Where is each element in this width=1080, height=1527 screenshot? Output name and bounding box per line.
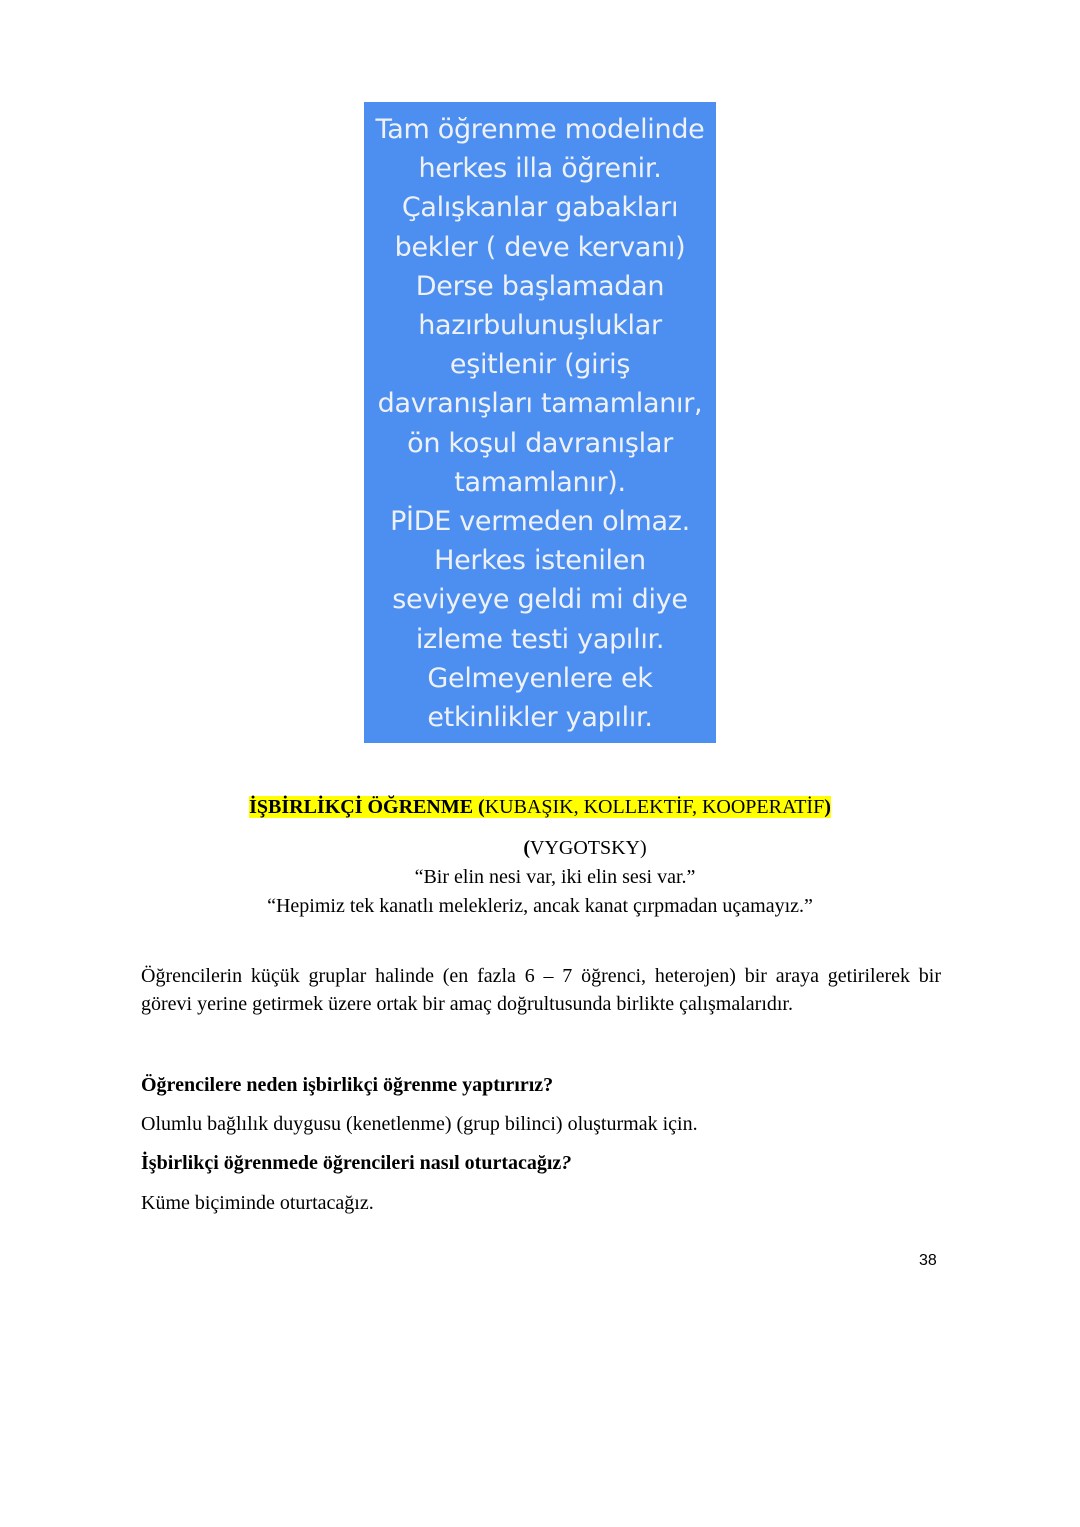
box-line: etkinlikler yapılır. bbox=[427, 702, 653, 734]
box-line: ön koşul davranışlar bbox=[407, 427, 673, 459]
section-title bbox=[0, 796, 1080, 819]
author-open: ( bbox=[523, 837, 530, 859]
author-line bbox=[0, 837, 1080, 860]
box-line: Çalışkanlar gabakları bbox=[401, 192, 679, 224]
quote-1: “Bir elin nesi var, iki elin sesi var.” bbox=[414, 866, 696, 888]
box-line: hazırbulunuşluklar bbox=[418, 310, 662, 342]
question-2-mark: ? bbox=[561, 1152, 572, 1174]
box-line: Derse başlamadan bbox=[415, 270, 665, 302]
box-line: Tam öğrenme modelinde bbox=[375, 114, 705, 145]
box-line: herkes illa öğrenir. bbox=[418, 153, 662, 185]
answer-2: Küme biçiminde oturtacağız. bbox=[141, 1192, 374, 1214]
box-line: Herkes istenilen bbox=[434, 545, 646, 577]
title-close: ) bbox=[824, 796, 831, 818]
box-line: Gelmeyenlere ek bbox=[427, 662, 653, 694]
page-number: 38 bbox=[919, 1252, 937, 1269]
box-line: seviyeye geldi mi diye bbox=[392, 584, 688, 616]
box-line: bekler ( deve kervanı) bbox=[394, 231, 686, 263]
question-2-text: İşbirlikçi öğrenmede öğrencileri nasıl oturtacağız bbox=[141, 1152, 562, 1174]
box-line: davranışları tamamlanır, bbox=[377, 388, 703, 420]
title-normal: KUBAŞIK, KOLLEKTİF, KOOPERATİF bbox=[484, 796, 825, 818]
answer-1: Olumlu bağlılık duygusu (kenetlenme) (grup bilinci) oluşturmak için. bbox=[141, 1113, 698, 1135]
tam-ogrenme-image-box bbox=[364, 102, 716, 743]
question-1: Öğrencilere neden işbirlikçi öğrenme yaptırırız? bbox=[141, 1074, 554, 1096]
box-line: eşitlenir (giriş bbox=[449, 349, 631, 381]
title-bold: İŞBİRLİKÇİ ÖĞRENME ( bbox=[249, 796, 485, 818]
box-line: tamamlanır). bbox=[454, 466, 626, 498]
quote-2: “Hepimiz tek kanatlı melekleriz, ancak kanat çırpmadan uçamayız.” bbox=[267, 895, 813, 917]
box-line: PİDE vermeden olmaz. bbox=[390, 506, 690, 538]
definition-paragraph: Öğrencilerin küçük gruplar halinde (en fazla 6 – 7 öğrenci, heterojen) bir araya getirilerek bir görevi yerine getirmek üzere ortak bir amaç doğrultusunda birlikte çalışmalarıdır. bbox=[141, 965, 941, 1015]
question-2 bbox=[141, 1149, 941, 1177]
author: VYGOTSKY) bbox=[530, 837, 647, 859]
box-line: izleme testi yapılır. bbox=[415, 623, 665, 655]
